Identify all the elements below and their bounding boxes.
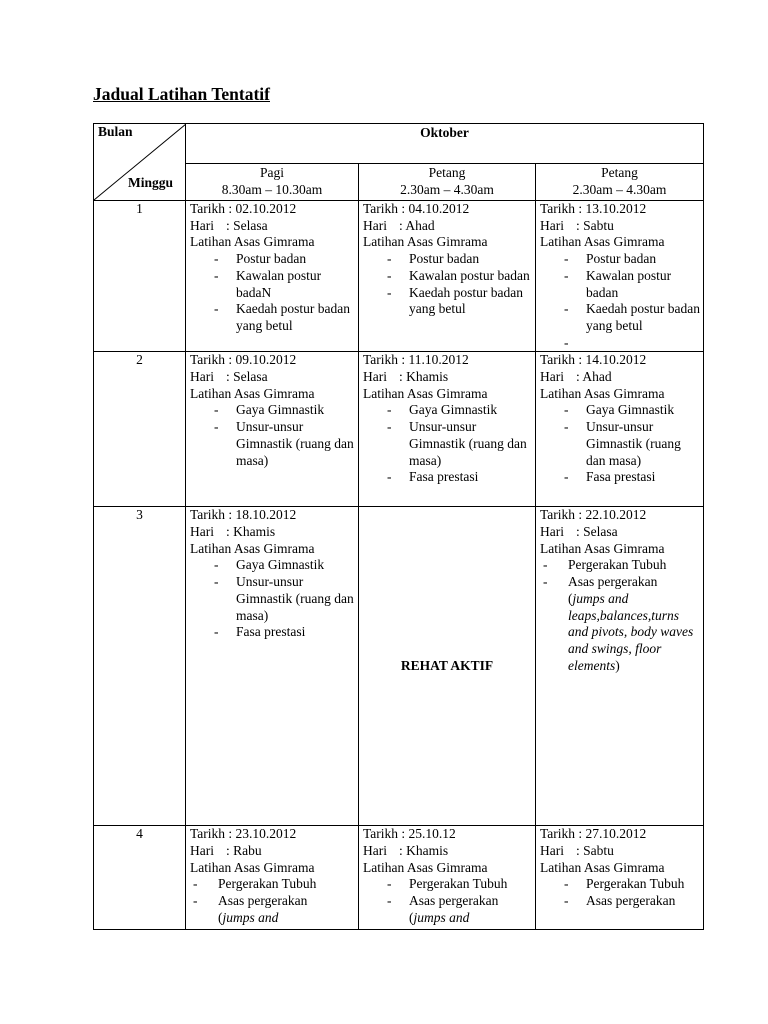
- week-number: 3: [94, 507, 186, 826]
- hari-row: [190, 218, 355, 235]
- hari-label: Hari: [540, 217, 564, 233]
- list-item: - Postur badan: [540, 251, 700, 268]
- week-number: 1: [94, 201, 186, 352]
- header-slot-2: [359, 164, 536, 201]
- item-close-paren: ): [615, 657, 620, 673]
- list-item: - Pergerakan Tubuh: [540, 876, 700, 893]
- tarikh-text: Tarikh : 22.10.2012: [540, 507, 647, 523]
- item-open-paren: (: [218, 909, 223, 925]
- schedule-cell: [186, 507, 359, 826]
- hari-value: : Ahad: [399, 217, 435, 233]
- list-item: - Unsur-unsur Gimnastik (ruang dan masa): [363, 419, 532, 469]
- item-italic-text: jumps and: [222, 909, 279, 925]
- latihan-text: Latihan Asas Gimrama: [363, 234, 488, 250]
- activity-list: [540, 557, 700, 674]
- hari-value: : Selasa: [226, 217, 268, 233]
- item-open-paren: (: [568, 590, 573, 606]
- schedule-cell: [359, 826, 536, 930]
- slot-time: 2.30am – 4.30am: [572, 181, 667, 197]
- item-main-text: Asas pergerakan: [568, 574, 658, 590]
- activity-list: [363, 402, 532, 486]
- latihan-text: Latihan Asas Gimrama: [540, 234, 665, 250]
- rehat-aktif-cell: REHAT AKTIF: [359, 507, 536, 826]
- hari-label: Hari: [190, 217, 214, 233]
- list-item: - Pergerakan Tubuh: [540, 557, 700, 574]
- list-item: - Postur badan: [363, 251, 532, 268]
- hari-value: : Ahad: [576, 369, 612, 385]
- hari-value: : Khamis: [399, 843, 449, 859]
- hari-label: Hari: [190, 843, 214, 859]
- item-main-text: Asas pergerakan: [218, 893, 308, 909]
- header-month-row: [94, 124, 704, 164]
- list-item: - Kaedah postur badan yang betul: [190, 301, 355, 334]
- hari-row: [363, 218, 532, 235]
- activity-list: [190, 251, 355, 335]
- item-italic-text: jumps and: [413, 909, 470, 925]
- tarikh-text: Tarikh : 13.10.2012: [540, 201, 647, 216]
- hari-row: [363, 369, 532, 386]
- week-row-2: [94, 352, 704, 507]
- header-corner-cell: [94, 124, 186, 201]
- schedule-cell: [536, 826, 704, 930]
- hari-value: : Rabu: [226, 843, 262, 859]
- hari-value: : Khamis: [226, 524, 276, 540]
- list-item: [363, 893, 532, 926]
- hari-row: [190, 369, 355, 386]
- tarikh-text: Tarikh : 14.10.2012: [540, 352, 647, 368]
- latihan-text: Latihan Asas Gimrama: [363, 385, 488, 401]
- activity-list: [190, 402, 355, 469]
- list-item: - Fasa prestasi: [363, 469, 532, 486]
- activity-list: [190, 876, 355, 926]
- list-item: [540, 574, 700, 674]
- latihan-text: Latihan Asas Gimrama: [190, 234, 315, 250]
- list-item: - Asas pergerakan: [540, 893, 700, 910]
- tarikh-text: Tarikh : 11.10.2012: [363, 352, 469, 368]
- hari-label: Hari: [540, 843, 564, 859]
- list-item: - Fasa prestasi: [190, 624, 355, 641]
- week-row-3: [94, 507, 704, 826]
- slot-time: 2.30am – 4.30am: [400, 181, 494, 197]
- list-item: - Pergerakan Tubuh: [190, 876, 355, 893]
- hari-label: Hari: [190, 369, 214, 385]
- header-month: Oktober: [186, 124, 704, 164]
- activity-list: [540, 251, 700, 335]
- hari-label: Hari: [540, 369, 564, 385]
- activity-list: [540, 402, 700, 486]
- hari-label: Hari: [363, 217, 387, 233]
- hari-value: : Selasa: [576, 524, 618, 540]
- hari-row: [540, 524, 700, 541]
- header-minggu-label: Minggu: [128, 175, 174, 190]
- hari-label: Hari: [363, 369, 387, 385]
- hari-value: : Selasa: [226, 369, 268, 385]
- latihan-text: Latihan Asas Gimrama: [190, 540, 315, 556]
- list-item: - Gaya Gimnastik: [190, 557, 355, 574]
- header-slot-3: [536, 164, 704, 201]
- latihan-text: Latihan Asas Gimrama: [540, 540, 665, 556]
- header-slot-1: [186, 164, 359, 201]
- list-item: - Kaedah postur badan yang betul: [363, 285, 532, 318]
- list-item: - Postur badan: [190, 251, 355, 268]
- list-item: - Fasa prestasi: [540, 469, 700, 486]
- list-item: - Kawalan postur badaN: [190, 268, 355, 301]
- hari-value: : Khamis: [399, 369, 449, 385]
- week-number: 2: [94, 352, 186, 507]
- list-item: - Gaya Gimnastik: [190, 402, 355, 419]
- hari-row: [190, 843, 355, 860]
- hari-label: Hari: [363, 843, 387, 859]
- slot-name: Petang: [428, 165, 466, 180]
- week-row-4: [94, 826, 704, 930]
- hari-label: Hari: [540, 524, 564, 540]
- tarikh-text: Tarikh : 04.10.2012: [363, 201, 470, 216]
- trailing-dash: -: [564, 334, 569, 350]
- latihan-text: Latihan Asas Gimrama: [363, 859, 488, 875]
- list-item: - Gaya Gimnastik: [540, 402, 700, 419]
- page-title: Jadual Latihan Tentatif: [93, 84, 270, 104]
- schedule-cell: [186, 352, 359, 507]
- hari-value: : Sabtu: [576, 217, 614, 233]
- hari-row: [540, 369, 700, 386]
- activity-list: [190, 557, 355, 641]
- item-italic-text: jumps and leaps,balances,turns and pivots, body waves and swings, floor elements: [568, 590, 694, 673]
- schedule-cell: [186, 826, 359, 930]
- slot-name: Pagi: [259, 165, 284, 180]
- header-bulan-label: Bulan: [98, 124, 133, 139]
- schedule-cell: [536, 201, 704, 352]
- item-main-text: Asas pergerakan: [409, 893, 499, 909]
- schedule-cell: [359, 201, 536, 352]
- tarikh-text: Tarikh : 02.10.2012: [190, 201, 297, 216]
- tarikh-text: Tarikh : 25.10.12: [363, 826, 456, 842]
- list-item: [190, 893, 355, 926]
- list-item: - Unsur-unsur Gimnastik (ruang dan masa): [190, 419, 355, 469]
- schedule-cell: [536, 507, 704, 826]
- latihan-text: Latihan Asas Gimrama: [540, 859, 665, 875]
- week-row-1: [94, 201, 704, 352]
- tarikh-text: Tarikh : 09.10.2012: [190, 352, 297, 368]
- activity-list: [363, 876, 532, 926]
- hari-row: [540, 843, 700, 860]
- slot-name: Petang: [601, 165, 638, 180]
- hari-row: [363, 843, 532, 860]
- slot-time: 8.30am – 10.30am: [221, 181, 323, 197]
- schedule-cell: [536, 352, 704, 507]
- activity-list: [363, 251, 532, 318]
- list-item: - Gaya Gimnastik: [363, 402, 532, 419]
- tarikh-text: Tarikh : 27.10.2012: [540, 826, 647, 842]
- week-number: 4: [94, 826, 186, 930]
- tarikh-text: Tarikh : 23.10.2012: [190, 826, 297, 842]
- schedule-cell: [186, 201, 359, 352]
- latihan-text: Latihan Asas Gimrama: [190, 859, 315, 875]
- latihan-text: Latihan Asas Gimrama: [540, 385, 665, 401]
- list-item: - Unsur-unsur Gimnastik (ruang dan masa): [190, 574, 355, 624]
- latihan-text: Latihan Asas Gimrama: [190, 385, 315, 401]
- list-item: - Unsur-unsur Gimnastik (ruang dan masa): [540, 419, 700, 469]
- hari-label: Hari: [190, 524, 214, 540]
- hari-row: [540, 218, 700, 235]
- hari-value: : Sabtu: [576, 843, 614, 859]
- list-item: - Kawalan postur badan: [540, 268, 700, 301]
- list-item: - Kawalan postur badan: [363, 268, 532, 285]
- item-open-paren: (: [409, 909, 414, 925]
- tarikh-text: Tarikh : 18.10.2012: [190, 507, 297, 523]
- list-item: - Kaedah postur badan yang betul: [540, 301, 700, 334]
- schedule-cell: [359, 352, 536, 507]
- activity-list: [540, 876, 700, 909]
- hari-row: [190, 524, 355, 541]
- schedule-table: [93, 123, 704, 930]
- list-item: - Pergerakan Tubuh: [363, 876, 532, 893]
